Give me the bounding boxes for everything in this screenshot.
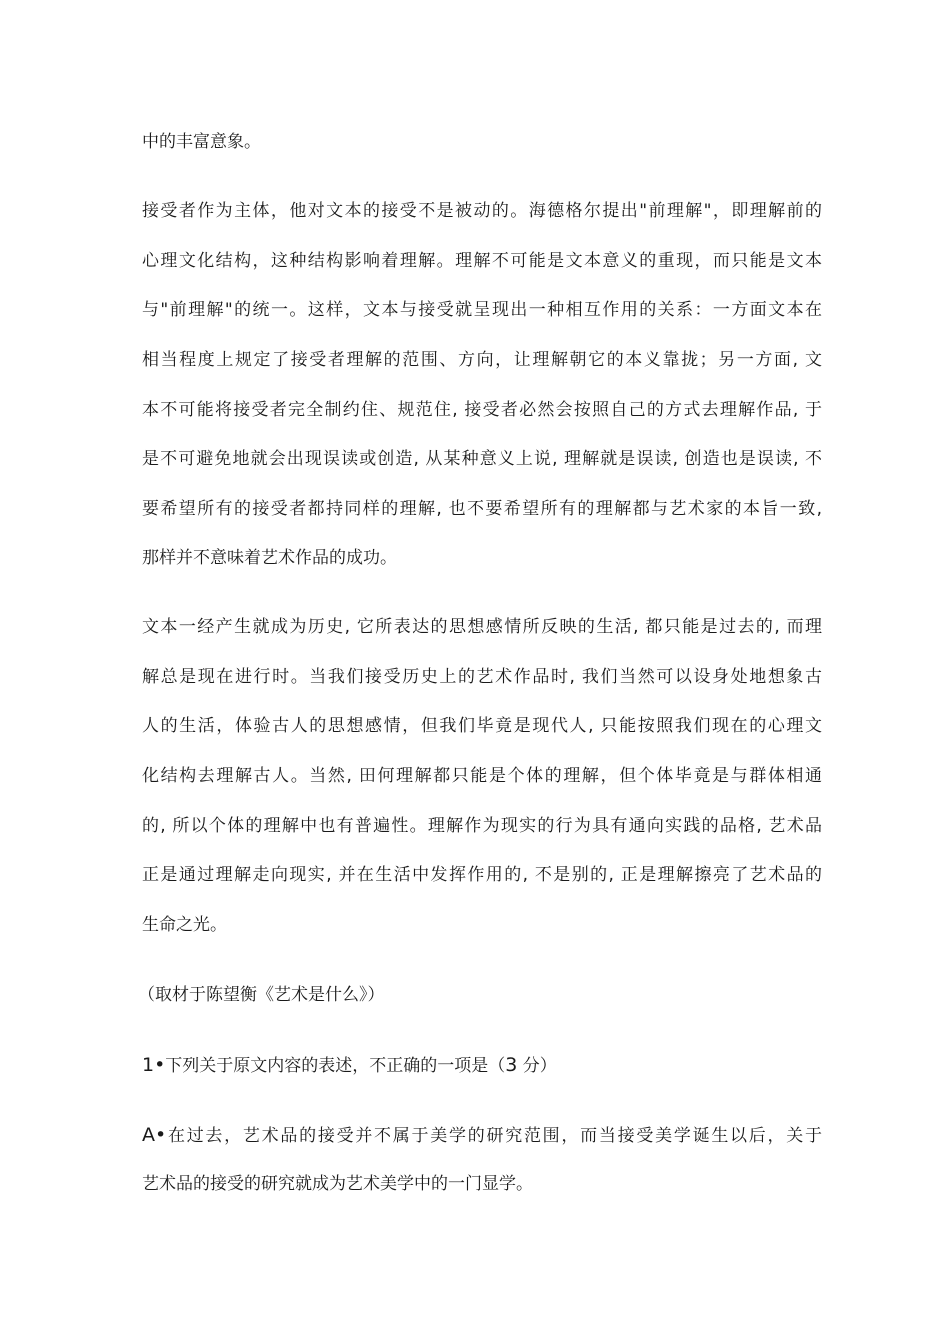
paragraph-line: 生命之光。 [142,915,227,935]
paragraph-line: 中的丰富意象。 [142,132,261,152]
question-text: 下列关于原文内容的表述，不正确的一项是（ [165,1056,506,1076]
paragraph-line: 人的生活，体验古人的思想感情，但我们毕竟是现代人, 只能按照我们现在的心理文 [142,716,822,736]
paragraph-line: 正是通过理解走向现实, 并在生活中发挥作用的, 不是别的, 正是理解擦亮了艺术品的 [142,865,822,885]
paragraph-line: 本不可能将接受者完全制约住、规范住, 接受者必然会按照自己的方式去理解作品, 于 [142,400,822,420]
option-a [142,1124,822,1147]
paragraph-line: 要希望所有的接受者都持同样的理解, 也不要希望所有的理解都与艺术家的本旨一致, [142,499,822,519]
source-citation: （取材于陈望衡《艺术是什么》） [138,985,385,1005]
question-1 [142,1054,822,1077]
question-score-number: 3 [505,1054,518,1076]
paragraph-line: 接受者作为主体，他对文本的接受不是被动的。海德格尔提出"前理解"，即理解前的 [142,201,822,221]
option-a-continuation: 艺术品的接受的研究就成为艺术美学中的一门显学。 [142,1174,533,1194]
question-number: 1• [142,1054,166,1076]
paragraph-line: 心理文化结构，这种结构影响着理解。理解不可能是文本意义的重现，而只能是文本 [142,251,822,271]
paragraph-line: 是不可避免地就会出现误读或创造, 从某种意义上说, 理解就是误读, 创造也是误读, 不 [142,449,822,469]
paragraph-line: 化结构去理解古人。当然, 田何理解都只能是个体的理解，但个体毕竟是与群体相通 [142,766,822,786]
paragraph-line: 文本一经产生就成为历史, 它所表达的思想感情所反映的生活, 都只能是过去的, 而理 [142,617,822,637]
option-letter: A• [142,1124,167,1146]
paragraph-line: 的, 所以个体的理解中也有普遍性。理解作为现实的行为具有通向实践的品格, 艺术品 [142,816,822,836]
question-score-tail: 分） [517,1056,557,1076]
paragraph-line: 解总是现在进行时。当我们接受历史上的艺术作品时, 我们当然可以设身处地想象古 [142,667,822,687]
paragraph-line: 相当程度上规定了接受者理解的范围、方向，让理解朝它的本义靠拢；另一方面, 文 [142,350,822,370]
paragraph-line: 与"前理解"的统一。这样，文本与接受就呈现出一种相互作用的关系：一方面文本在 [142,300,822,320]
paragraph-line: 那样并不意味着艺术作品的成功。 [142,548,397,568]
option-text: 在过去，艺术品的接受并不属于美学的研究范围，而当接受美学诞生以后，关于 [166,1126,822,1146]
